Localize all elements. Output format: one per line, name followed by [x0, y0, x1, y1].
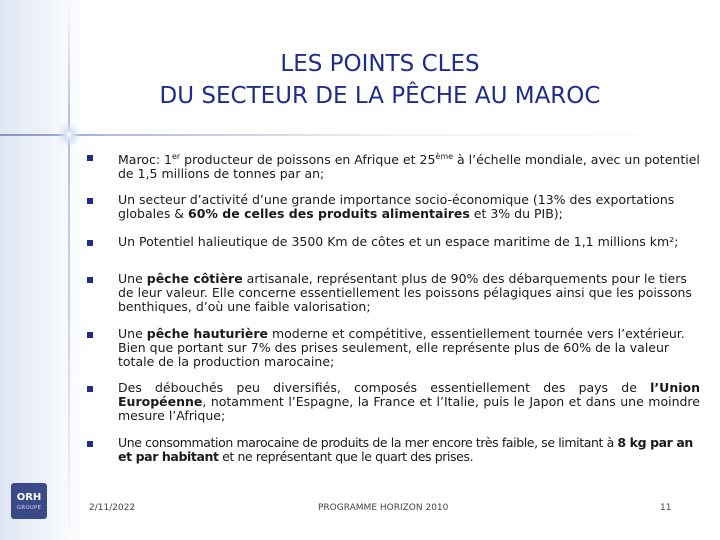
text-segment: Un secteur d’activité d’une grande importance socio-économique (13% des exportations globales &	[118, 192, 675, 221]
footer-date: 2/11/2022	[89, 503, 136, 513]
text-segment: Maroc: 1	[118, 152, 172, 168]
bullet-marker-icon	[87, 441, 93, 447]
bullet-marker-icon	[87, 277, 93, 283]
bullet-marker-icon	[87, 155, 93, 161]
text-segment: et 25	[398, 152, 436, 168]
text-segment: à l’échelle mondiale, avec un potentiel de 1,5 millions de tonnes par an;	[118, 152, 700, 182]
bullet-text	[118, 380, 700, 423]
bullet-text	[118, 152, 700, 181]
company-logo	[11, 483, 47, 519]
text-segment: Un Potentiel halieutique de 3500 Km de côtes et un espace maritime de 1,1 millions km²;	[118, 234, 679, 249]
logo-text-top: ORH	[16, 492, 42, 503]
bold-text: 8 kg par an et par habitant	[118, 435, 693, 464]
text-segment: producteur de poissons en Afrique	[180, 152, 399, 168]
bold-text: pêche côtière	[146, 271, 243, 286]
bullet-text	[118, 326, 685, 369]
slide-title-line-1: LES POINTS CLES	[280, 51, 480, 77]
text-segment: et ne représentant que le quart des prises.	[218, 449, 474, 464]
text-segment: et 3% du PIB);	[469, 206, 563, 221]
slide-title	[80, 48, 680, 112]
text-segment: Une	[118, 326, 147, 341]
bullet-item	[85, 150, 700, 181]
superscript-text: er	[171, 152, 181, 161]
decorative-star-glow	[57, 123, 81, 147]
bold-text: l’Union Européenne	[118, 380, 700, 409]
bullet-item	[85, 436, 700, 464]
decorative-horizontal-line	[0, 134, 720, 136]
bullet-marker-icon	[87, 240, 93, 246]
text-segment: moderne et compétitive, essentiellement tournée vers l’extérieur. Bien que portant sur 7% des prises seulement, elle représente plus de 60% de la valeur totale de la production marocaine;	[118, 326, 685, 369]
logo-text-bottom: GROUPE	[16, 505, 42, 511]
footer-program: PROGRAMME HORIZON 2010	[318, 503, 449, 513]
text-segment: , notamment l’Espagne, la France et l’Italie, puis le Japon et dans une moindre mesure l’Afrique;	[118, 394, 700, 423]
text-segment: Des débouchés peu diversifiés, composés essentiellement des pays de	[118, 380, 651, 395]
bullet-marker-icon	[87, 198, 93, 204]
bullet-marker-icon	[87, 332, 93, 338]
bullet-text	[118, 192, 674, 221]
slide-title-line-2: DU SECTEUR DE LA PÊCHE AU MAROC	[159, 83, 601, 109]
decorative-vertical-line	[68, 0, 70, 540]
bullet-text	[118, 234, 678, 249]
text-segment: Une consommation marocaine de produits de la mer encore très faible, se limitant à	[118, 435, 618, 450]
bullet-item	[85, 272, 700, 314]
superscript-text: ème	[435, 152, 454, 161]
text-segment: Une	[118, 271, 147, 286]
bold-text: 60% de celles des produits alimentaires	[188, 206, 470, 221]
bullet-text	[118, 435, 693, 464]
bullet-marker-icon	[87, 386, 93, 392]
bullet-text	[118, 271, 692, 314]
text-segment: artisanale, représentant plus de 90% des débarquements pour le tiers de leur valeur. Elle concerne essentiellement les poissons pélagiques ainsi que les poissons benthiques, d’où une faible valorisation;	[118, 271, 692, 314]
bullet-item	[85, 235, 678, 249]
bullet-item	[85, 327, 700, 369]
bullet-item	[85, 381, 700, 423]
bold-text: pêche hauturière	[146, 326, 268, 341]
footer-page-number: 11	[660, 503, 672, 513]
bullet-item	[85, 193, 700, 221]
